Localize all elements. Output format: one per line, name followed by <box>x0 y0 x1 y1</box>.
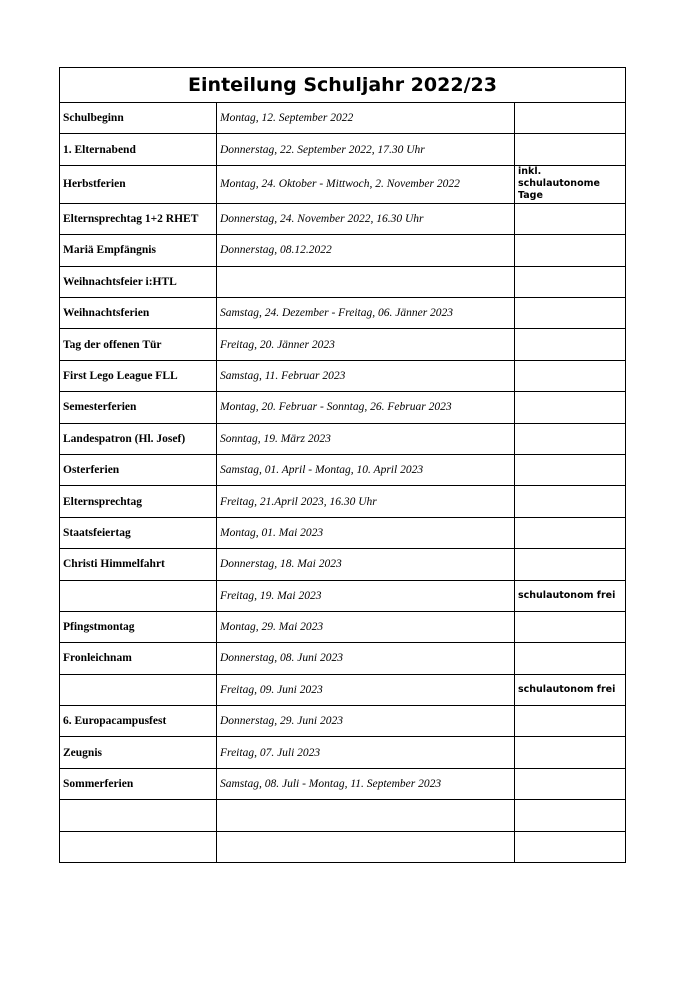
table-row <box>60 768 626 799</box>
event-cell <box>60 580 217 611</box>
table-row <box>60 517 626 548</box>
table-row <box>60 800 626 831</box>
date-cell: Freitag, 19. Mai 2023 <box>217 580 515 611</box>
event-cell: Tag der offenen Tür <box>60 329 217 360</box>
note-cell <box>515 768 626 799</box>
table-row <box>60 165 626 203</box>
note-cell <box>515 235 626 266</box>
event-cell: Osterferien <box>60 454 217 485</box>
table-row <box>60 454 626 485</box>
table-row <box>60 103 626 134</box>
note-cell <box>515 203 626 234</box>
date-cell: Samstag, 01. April - Montag, 10. April 2023 <box>217 454 515 485</box>
note-cell <box>515 800 626 831</box>
event-cell: Herbstferien <box>60 165 217 203</box>
table-row <box>60 392 626 423</box>
note-cell <box>515 737 626 768</box>
date-cell: Sonntag, 19. März 2023 <box>217 423 515 454</box>
schedule-sheet <box>59 67 625 863</box>
event-cell: Fronleichnam <box>60 643 217 674</box>
table-row <box>60 360 626 391</box>
note-cell: schulautonom frei <box>515 674 626 705</box>
date-cell: Donnerstag, 08.12.2022 <box>217 235 515 266</box>
event-cell <box>60 831 217 862</box>
table-row <box>60 203 626 234</box>
date-cell: Freitag, 09. Juni 2023 <box>217 674 515 705</box>
date-cell: Freitag, 20. Jänner 2023 <box>217 329 515 360</box>
date-cell: Samstag, 11. Februar 2023 <box>217 360 515 391</box>
table-row <box>60 643 626 674</box>
event-cell: 6. Europacampusfest <box>60 706 217 737</box>
note-cell <box>515 486 626 517</box>
date-cell <box>217 266 515 297</box>
event-cell: Zeugnis <box>60 737 217 768</box>
table-row <box>60 580 626 611</box>
note-cell <box>515 517 626 548</box>
event-cell: First Lego League FLL <box>60 360 217 391</box>
table-row <box>60 674 626 705</box>
date-cell: Samstag, 08. Juli - Montag, 11. September 2023 <box>217 768 515 799</box>
event-cell: Schulbeginn <box>60 103 217 134</box>
date-cell: Montag, 01. Mai 2023 <box>217 517 515 548</box>
event-cell: Weihnachtsfeier i:HTL <box>60 266 217 297</box>
table-row <box>60 134 626 165</box>
note-cell <box>515 549 626 580</box>
page-title: Einteilung Schuljahr 2022/23 <box>60 68 626 103</box>
schedule-rows <box>60 103 626 863</box>
note-cell <box>515 134 626 165</box>
event-cell: Landespatron (Hl. Josef) <box>60 423 217 454</box>
event-cell: Elternsprechtag <box>60 486 217 517</box>
note-cell <box>515 454 626 485</box>
note-cell <box>515 329 626 360</box>
table-row <box>60 297 626 328</box>
table-row <box>60 235 626 266</box>
date-cell: Donnerstag, 18. Mai 2023 <box>217 549 515 580</box>
date-cell <box>217 831 515 862</box>
note-cell <box>515 643 626 674</box>
note-cell <box>515 831 626 862</box>
table-row <box>60 486 626 517</box>
schedule-table <box>59 67 626 863</box>
table-row <box>60 329 626 360</box>
note-cell: schulautonom frei <box>515 580 626 611</box>
date-cell: Donnerstag, 24. November 2022, 16.30 Uhr <box>217 203 515 234</box>
date-cell: Montag, 20. Februar - Sonntag, 26. Februar 2023 <box>217 392 515 423</box>
table-row <box>60 706 626 737</box>
event-cell: Staatsfeiertag <box>60 517 217 548</box>
table-row <box>60 831 626 862</box>
event-cell: Christi Himmelfahrt <box>60 549 217 580</box>
event-cell: Weihnachtsferien <box>60 297 217 328</box>
table-row <box>60 737 626 768</box>
date-cell <box>217 800 515 831</box>
table-row <box>60 423 626 454</box>
date-cell: Montag, 29. Mai 2023 <box>217 611 515 642</box>
event-cell: Pfingstmontag <box>60 611 217 642</box>
event-cell: Semesterferien <box>60 392 217 423</box>
note-cell: inkl. schulautonome Tage <box>515 165 626 203</box>
event-cell <box>60 674 217 705</box>
date-cell: Montag, 12. September 2022 <box>217 103 515 134</box>
note-cell <box>515 392 626 423</box>
note-cell <box>515 423 626 454</box>
event-cell: Elternsprechtag 1+2 RHET <box>60 203 217 234</box>
date-cell: Freitag, 07. Juli 2023 <box>217 737 515 768</box>
date-cell: Donnerstag, 08. Juni 2023 <box>217 643 515 674</box>
table-row <box>60 549 626 580</box>
note-cell <box>515 611 626 642</box>
date-cell: Freitag, 21.April 2023, 16.30 Uhr <box>217 486 515 517</box>
note-cell <box>515 266 626 297</box>
note-cell <box>515 706 626 737</box>
table-row <box>60 611 626 642</box>
note-cell <box>515 297 626 328</box>
note-cell <box>515 103 626 134</box>
note-cell <box>515 360 626 391</box>
event-cell: Sommerferien <box>60 768 217 799</box>
date-cell: Montag, 24. Oktober - Mittwoch, 2. November 2022 <box>217 165 515 203</box>
date-cell: Samstag, 24. Dezember - Freitag, 06. Jänner 2023 <box>217 297 515 328</box>
date-cell: Donnerstag, 29. Juni 2023 <box>217 706 515 737</box>
date-cell: Donnerstag, 22. September 2022, 17.30 Uhr <box>217 134 515 165</box>
event-cell: Mariä Empfängnis <box>60 235 217 266</box>
table-row <box>60 266 626 297</box>
event-cell <box>60 800 217 831</box>
event-cell: 1. Elternabend <box>60 134 217 165</box>
